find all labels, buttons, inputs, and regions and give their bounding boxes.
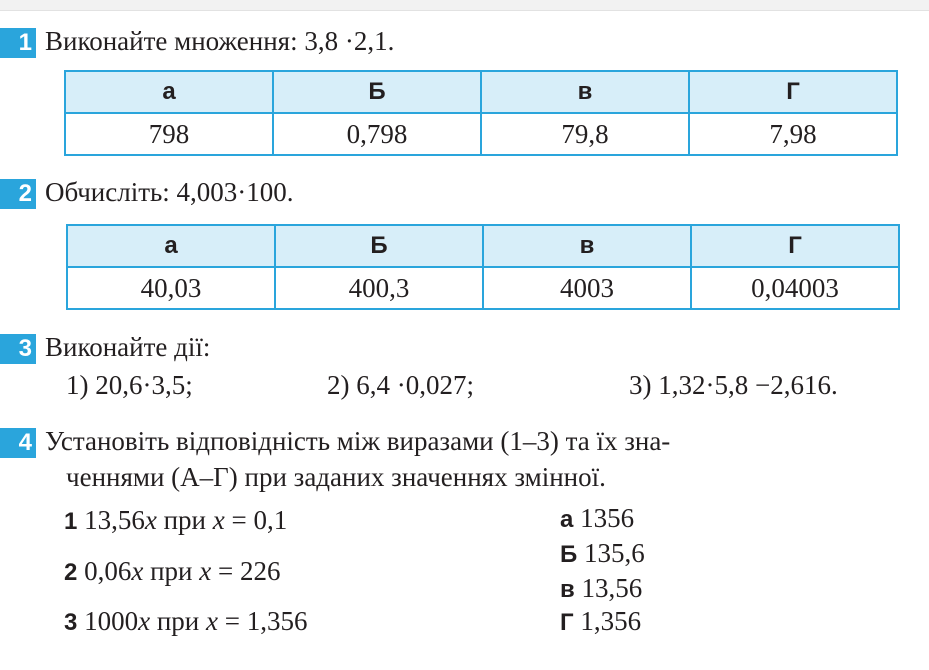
option-letter: Б	[273, 71, 481, 113]
option-value: 13,56	[581, 573, 643, 603]
option-value: 0,04003	[691, 267, 899, 309]
option-letter: в	[560, 576, 575, 603]
task-number-badge: 4	[0, 428, 36, 458]
task-number-badge: 3	[0, 334, 36, 364]
option-value: 400,3	[275, 267, 483, 309]
option-letter: а	[65, 71, 273, 113]
answer-table	[64, 70, 898, 156]
option-value: 7,98	[689, 113, 897, 155]
option-value: 798	[65, 113, 273, 155]
option-letter: Г	[560, 609, 574, 636]
task-statement: Виконайте дії:	[45, 332, 211, 362]
expression-number: 1	[64, 508, 78, 535]
task-statement: Установіть відповідність між виразами (1–3) та їх зна-	[45, 426, 671, 456]
exercise-item: 3) 1,32·5,8 −2,616.	[629, 370, 838, 400]
option-value: 1356	[580, 503, 635, 533]
answer-table	[66, 224, 900, 310]
option-letter: Б	[275, 225, 483, 267]
option-letter: а	[67, 225, 275, 267]
option-value: 79,8	[481, 113, 689, 155]
task-statement: Виконайте множення: 3,8 ·2,1.	[45, 26, 395, 56]
option-value: 1,356	[580, 606, 642, 636]
option-value: 40,03	[67, 267, 275, 309]
exercise-item: 2) 6,4 ·0,027;	[327, 370, 474, 400]
option-letter: Г	[689, 71, 897, 113]
exercise-item: 1) 20,6·3,5;	[66, 370, 193, 400]
option-value: 0,798	[273, 113, 481, 155]
expression-number: 3	[64, 609, 78, 636]
option-value: 4003	[483, 267, 691, 309]
option-value: 135,6	[584, 538, 645, 568]
answer-option	[560, 538, 645, 569]
task-number-badge: 1	[0, 28, 36, 58]
expression-number: 2	[64, 559, 78, 586]
option-letter: в	[483, 225, 691, 267]
option-letter: Б	[560, 541, 578, 568]
answer-option	[560, 503, 634, 534]
task-statement: Обчисліть: 4,003·100.	[45, 177, 294, 207]
expression-item: 1 13,56x при x = 0,1	[64, 505, 288, 535]
answer-option	[560, 573, 642, 604]
expression-item: 3 1000x при x = 1,356	[64, 606, 308, 636]
top-bar	[0, 0, 929, 11]
option-letter: а	[560, 506, 574, 533]
answer-option	[560, 606, 641, 637]
option-letter: Г	[691, 225, 899, 267]
task-number-badge: 2	[0, 179, 36, 209]
option-letter: в	[481, 71, 689, 113]
expression-item: 2 0,06x при x = 226	[64, 556, 281, 586]
task-statement-continuation: ченнями (А–Г) при заданих значеннях змінної.	[66, 462, 606, 492]
